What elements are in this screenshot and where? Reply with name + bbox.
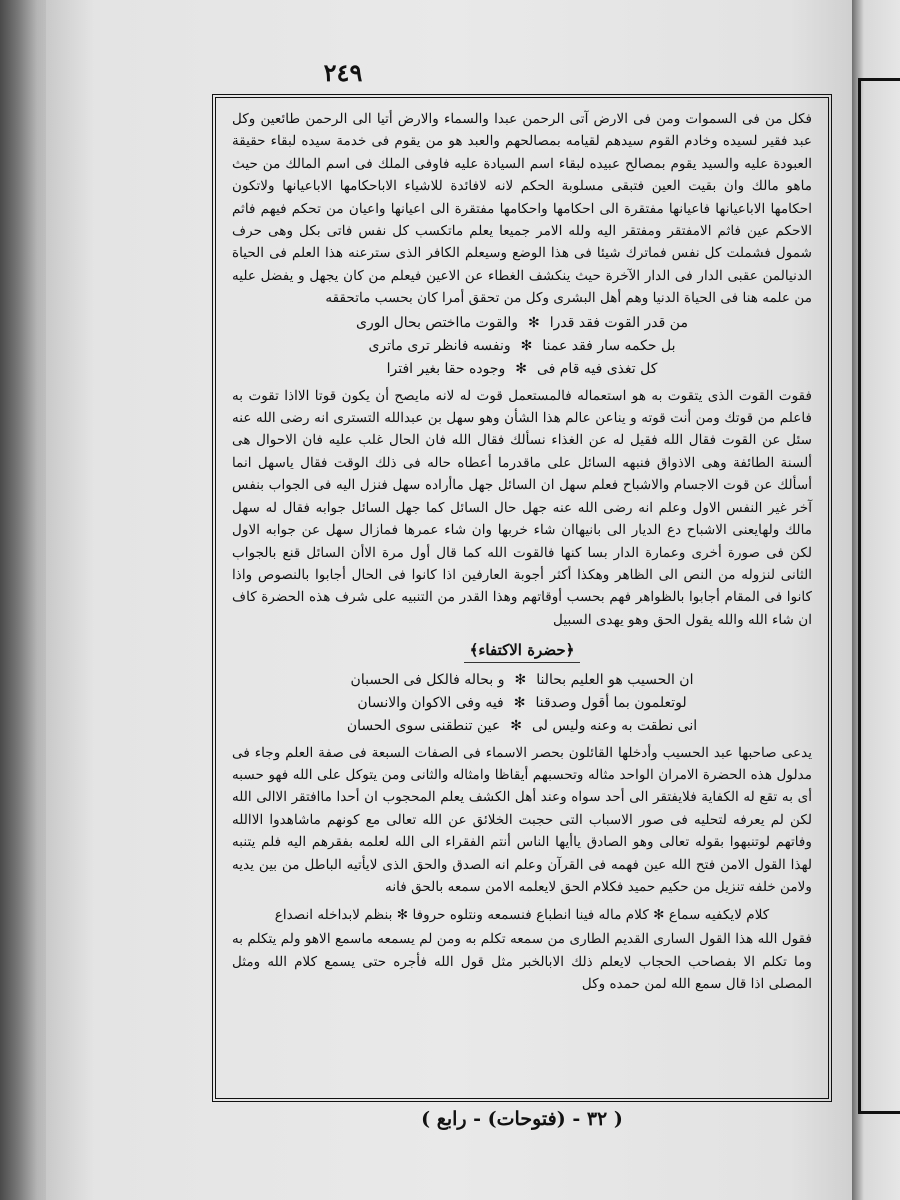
text-frame bbox=[212, 94, 832, 1102]
verse-block-2 bbox=[232, 669, 812, 738]
verse-line bbox=[232, 335, 812, 358]
hemistich-left: والقوت مااختص بحال الورى bbox=[356, 314, 518, 331]
section-title bbox=[232, 639, 812, 662]
hemistich-left: ونفسه فانظر ترى ماترى bbox=[368, 337, 511, 354]
verse-line bbox=[232, 358, 812, 381]
star-separator-icon: ✻ bbox=[510, 717, 522, 734]
star-separator-icon: ✻ bbox=[527, 314, 540, 331]
hemistich-right: انى نطقت به وعنه وليس لى bbox=[531, 717, 698, 734]
page-footer: ( ٣٢ - (فتوحات) - رابع ) bbox=[421, 1108, 623, 1130]
hemistich-right: ان الحسيب هو العليم بحالنا bbox=[536, 671, 694, 688]
verse-block-1 bbox=[232, 312, 812, 381]
paragraph-1: فكل من فى السموات ومن فى الارض آتى الرحمن عبدا والسماء والارض أتيا الى الرحمن طائعين وكل عبد فقير لسيده وخادم القوم سيدهم لقيامه بمصالحهم والعبد هو من يقوم فى خدمة سيده لبقاء حقيقة العبودة عليه والسيد يقوم بمصالح عبيده لبقاء اسم السيادة عليه فاوفى الملك فى اسم المالك من حيث ماهو مالك وان بقيت العين فتبقى مسلوبة الحكم لانه لافائدة للاشياء الاباحكامها الاباعيانها ولاتكون احكامها الاباعيانها فاعيانها مفتقرة الى احكامها واحكامها مفتقرة الى اعيانها واعيان من تحكم فيهم فاثم الاحكم عين فاثم الامفتقر ومفتقر اليه ولله الامر جميعا يعلم ماتكسب كل نفس فاتى بكل وهى حرف شمول فشملت كل نفس فماترك شيئا فى هذا الوضع وسيعلم الكافر الذى سترعنه هذا العلم فى الحياة الدنيالمن عقبى الدار فى الدار الآخرة حيث ينكشف الغطاء عن الاعين فيعلم من كان يجهل و يفضل عليه من علمه هنا فى الحياة الدنيا وهم أهل البشرى وكل من تحقق أمرا كان بحسب ماتحققه bbox=[232, 111, 812, 307]
star-separator-icon: ✻ bbox=[520, 337, 533, 354]
paragraph-3: يدعى صاحبها عبد الحسيب وأدخلها القائلون بحصر الاسماء فى الصفات السبعة فى صفة العلم وجاء فى مدلول هذه الحضرة الامران الواحد مثاله وتحسبهم أيقاظا وامثاله والثانى ومن يتوكل على الله فهو حسبه أى به تقع له الكفاية فلايفتقر الى أحد سواه وعند أهل الكشف يعلم المحجوب ان أحدا ماافتقر الاالى الله لكن لم يعرفه لتحليه فى صور الاسباب التى حجبت الخلائق عن الله تعالى مع كونهم ماشاهدوا الاالله وفاتهم لوتنبهوا بقوله تعالى وهو الصادق ياأيها الناس أنتم الفقراء الى الله لعلمه بفقرهم اليه فلم يتنبه لهذا القول الامن فتح الله عين فهمه فى القرآن وعلم انه الصدق والحق الذى لايأتيه الباطل من بين يديه ولامن خلفه تنزيل من حكيم حميد فكلام الحق لايعلمه الامن سمعه بالحق فانه bbox=[232, 744, 812, 895]
star-separator-icon: ✻ bbox=[515, 360, 527, 377]
hemistich-right: من قدر القوت فقد قدرا bbox=[549, 314, 688, 331]
paragraph-4: فقول الله هذا القول السارى القديم الطارى من سمعه تكلم به ومن لم يسمعه ماسمع الاهو ولم يتكلم به وما تكلم الا بفصاحب الحجاب لايعلم ذلك الابالخبر مثل قول الله فأجره حتى يسمع كلام الله ومثل المصلى اذا قال سمع الله لمن حمده وكل bbox=[232, 931, 812, 993]
verse-line-final: كلام لايكفيه سماع ✻ كلام ماله فينا انطباع فنسمعه ونتلوه حروفا ✻ بنظم لابداخله انصداع bbox=[274, 907, 770, 924]
verse-line bbox=[232, 669, 812, 692]
page-number: ٢٤٩ bbox=[323, 58, 363, 87]
facing-page-frame bbox=[858, 78, 900, 1114]
hemistich-right: لوتعلمون بما أقول وصدقنا bbox=[535, 694, 687, 711]
hemistich-left: و بحاله فالكل فى الحسبان bbox=[350, 671, 505, 688]
hemistich-right: كل تغذى فيه قام فى bbox=[536, 360, 658, 377]
paragraph-2: فقوت القوت الذى يتقوت به هو استعماله فالمستعمل قوت له لانه مايصح أن يكون قوتا الااذا تقوت به فاعلم من قوتك ومن أنت قوته و يناعن عالم هذا الشأن وهو سهل بن عبدالله التسترى انه رضى الله عنه سئل عن القوت فقال الله فقيل له عن الغذاء نسألك فقال الله فان الحال غلب عليه فان الاحوال هى ألسنة الطائفة وهى الاذواق فنبهه السائل على ماقدرما أعطاه حاله فى ذلك الوقت فقال ياسهل انما أسألك عن قوت الاجسام والاشباح فعلم سهل ان السائل جهل ماأراده سهل فنزل اليه فى الجواب بنفس آخر غير النفس الاول وعلم انه رضى الله عنه جهل حال السائل كما جهل السائل جوابه فقال له سهل مالك ولهايعنى الاشباح دع الديار الى بانيهاان شاء خربها وان شاء عمرها فمازال سهل عن جوابه الاول لكن فى صورة أخرى وعمارة الدار بسا كنها فالقوت الله كما قال أول مرة الاأن السائل قنع بالجواب الثانى لنزوله من النص الى الظاهر وهكذا أكثر أجوبة العارفين اذا كانوا فى الحال أجابوا بالنصوص واذا كانوا فى المقام أجابوا بالظواهر فهم بحسب أوقاتهم وهذا القدر من التنبيه على شرف هذه الحضرة كاف ان شاء الله والله يقول الحق وهو يهدى السبيل bbox=[232, 387, 812, 628]
verse-line bbox=[232, 312, 812, 335]
book-page bbox=[46, 0, 854, 1200]
hemistich-right: بل حكمه سار فقد عمنا bbox=[542, 337, 676, 354]
verse-line bbox=[232, 692, 812, 715]
hemistich-left: وجوده حقا بغير افترا bbox=[386, 360, 506, 377]
star-separator-icon: ✻ bbox=[513, 694, 526, 711]
hemistich-left: فيه وفى الاكوان والانسان bbox=[357, 694, 504, 711]
facing-page-edge bbox=[852, 0, 900, 1200]
verse-line bbox=[232, 715, 812, 738]
section-title-text: ﴿حضرة الاكتفاء﴾ bbox=[464, 639, 581, 662]
star-separator-icon: ✻ bbox=[514, 671, 527, 688]
text-body bbox=[216, 98, 828, 1098]
hemistich-left: عين تنطقنى سوى الحسان bbox=[346, 717, 501, 734]
